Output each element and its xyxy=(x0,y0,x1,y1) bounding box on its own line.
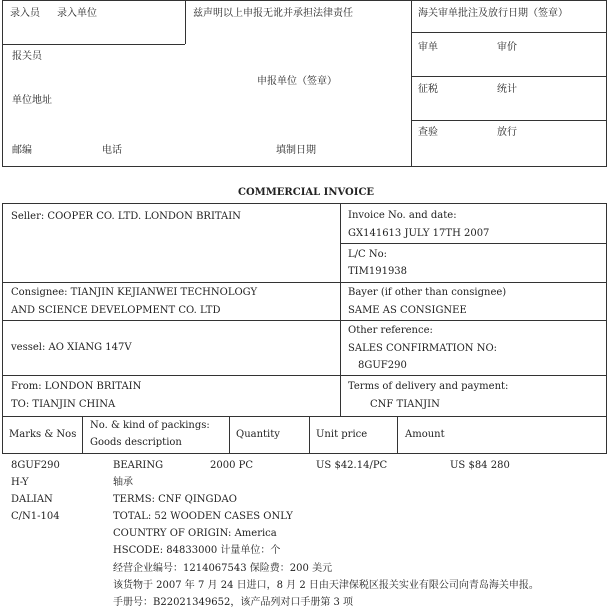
to-text: TO: TIANJIN CHINA xyxy=(11,399,116,410)
manual-line: 手册号：B22021349652，该产品列对口手册第 3 项 xyxy=(113,597,354,608)
header-quantity: Quantity xyxy=(236,429,280,440)
header-divider-2 xyxy=(229,416,230,453)
mark-line-2: H-Y xyxy=(11,477,29,488)
fill-date-label: 填制日期 xyxy=(276,145,316,156)
form-left-border xyxy=(2,0,3,166)
from-text: From: LONDON BRITAIN xyxy=(11,381,142,392)
vessel-text: vessel: AO XIANG 147V xyxy=(11,342,132,353)
invoice-row-from xyxy=(2,375,607,376)
invoice-lc-divider xyxy=(340,243,606,244)
goods-amount: US $84 280 xyxy=(450,460,510,471)
tax-label: 征税 xyxy=(418,84,438,95)
terms-line: TERMS: CNF QINGDAO xyxy=(113,494,237,505)
postcode-label: 邮编 xyxy=(12,145,32,156)
invoice-row-header xyxy=(2,416,607,417)
form-divider-right xyxy=(411,0,412,166)
declaring-unit-label: 申报单位（签章） xyxy=(257,76,337,87)
goods-name-cn: 轴承 xyxy=(113,477,133,488)
inspection-label: 查验 xyxy=(418,127,438,138)
terms-label: Terms of delivery and payment: xyxy=(348,381,509,392)
invoice-row-items xyxy=(2,453,607,454)
header-unit-price: Unit price xyxy=(316,429,368,440)
sales-confirmation-label: SALES CONFIRMATION NO: xyxy=(348,343,498,354)
hscode-line: HSCODE: 84833000 计量单位：个 xyxy=(113,545,281,556)
release-label: 放行 xyxy=(497,127,517,138)
entry-unit-label: 录入单位 xyxy=(57,8,97,19)
invoice-title: COMMERCIAL INVOICE xyxy=(238,187,375,198)
header-packings-line2: Goods description xyxy=(90,437,182,448)
terms-value: CNF TIANJIN xyxy=(370,399,440,410)
other-reference-label: Other reference: xyxy=(348,325,433,336)
form-divider-left xyxy=(185,0,186,44)
form-bottom-border xyxy=(2,166,607,167)
header-marks: Marks & Nos xyxy=(9,429,77,440)
entry-clerk-label: 录入员 xyxy=(10,8,40,19)
declaration-text: 兹声明以上申报无讹并承担法律责任 xyxy=(193,8,353,19)
header-packings-line1: No. & kind of packings: xyxy=(90,420,210,431)
header-divider-4 xyxy=(397,416,398,453)
invoice-row-consignee xyxy=(2,282,607,283)
mark-line-1: 8GUF290 xyxy=(11,460,60,471)
lc-label: L/C No: xyxy=(348,249,387,260)
review-label: 审单 xyxy=(418,42,438,53)
form-right-border xyxy=(606,0,607,166)
mark-line-4: C/N1-104 xyxy=(11,511,60,522)
cargo-line: 该货物于 2007 年 7 月 24 日进口，8 月 2 日由天津保税区报关实业有限公司向青岛海关申报。 xyxy=(113,580,539,591)
customs-review-title: 海关审单批注及放行日期（签章） xyxy=(418,8,568,19)
buyer-label: Bayer (if other than consignee) xyxy=(348,287,507,298)
invoice-no-label: Invoice No. and date: xyxy=(348,210,457,221)
form-entry-box-bottom xyxy=(2,44,185,45)
invoice-middle-divider xyxy=(340,203,341,416)
enterprise-line: 经营企业编号：1214067543 保险费：200 美元 xyxy=(113,563,333,574)
form-right-row2 xyxy=(411,76,606,77)
unit-address-label: 单位地址 xyxy=(12,95,52,106)
consignee-line2: AND SCIENCE DEVELOPMENT CO. LTD xyxy=(11,305,221,316)
invoice-top-border xyxy=(2,203,607,204)
goods-quantity: 2000 PC xyxy=(210,460,254,471)
sales-confirmation-value: 8GUF290 xyxy=(358,360,407,371)
form-right-row3 xyxy=(411,120,606,121)
origin-line: COUNTRY OF ORIGIN: America xyxy=(113,528,277,539)
lc-value: TIM191938 xyxy=(348,266,408,277)
goods-unit-price: US $42.14/PC xyxy=(316,460,388,471)
invoice-no-value: GX141613 JULY 17TH 2007 xyxy=(348,228,490,239)
goods-name: BEARING xyxy=(113,460,164,471)
form-right-row1 xyxy=(411,32,606,33)
price-review-label: 审价 xyxy=(497,42,517,53)
header-amount: Amount xyxy=(405,429,445,440)
declarant-label: 报关员 xyxy=(12,51,42,62)
consignee-line1: Consignee: TIANJIN KEJIANWEI TECHNOLOGY xyxy=(11,287,258,298)
buyer-value: SAME AS CONSIGNEE xyxy=(348,305,467,316)
statistics-label: 统计 xyxy=(497,84,517,95)
form-top-border xyxy=(2,0,607,1)
seller-text: Seller: COOPER CO. LTD. LONDON BRITAIN xyxy=(11,211,241,222)
header-divider-1 xyxy=(82,416,83,453)
mark-line-3: DALIAN xyxy=(11,494,53,505)
invoice-row-vessel xyxy=(2,320,607,321)
telephone-label: 电话 xyxy=(102,145,122,156)
total-line: TOTAL: 52 WOODEN CASES ONLY xyxy=(113,511,293,522)
header-divider-3 xyxy=(309,416,310,453)
